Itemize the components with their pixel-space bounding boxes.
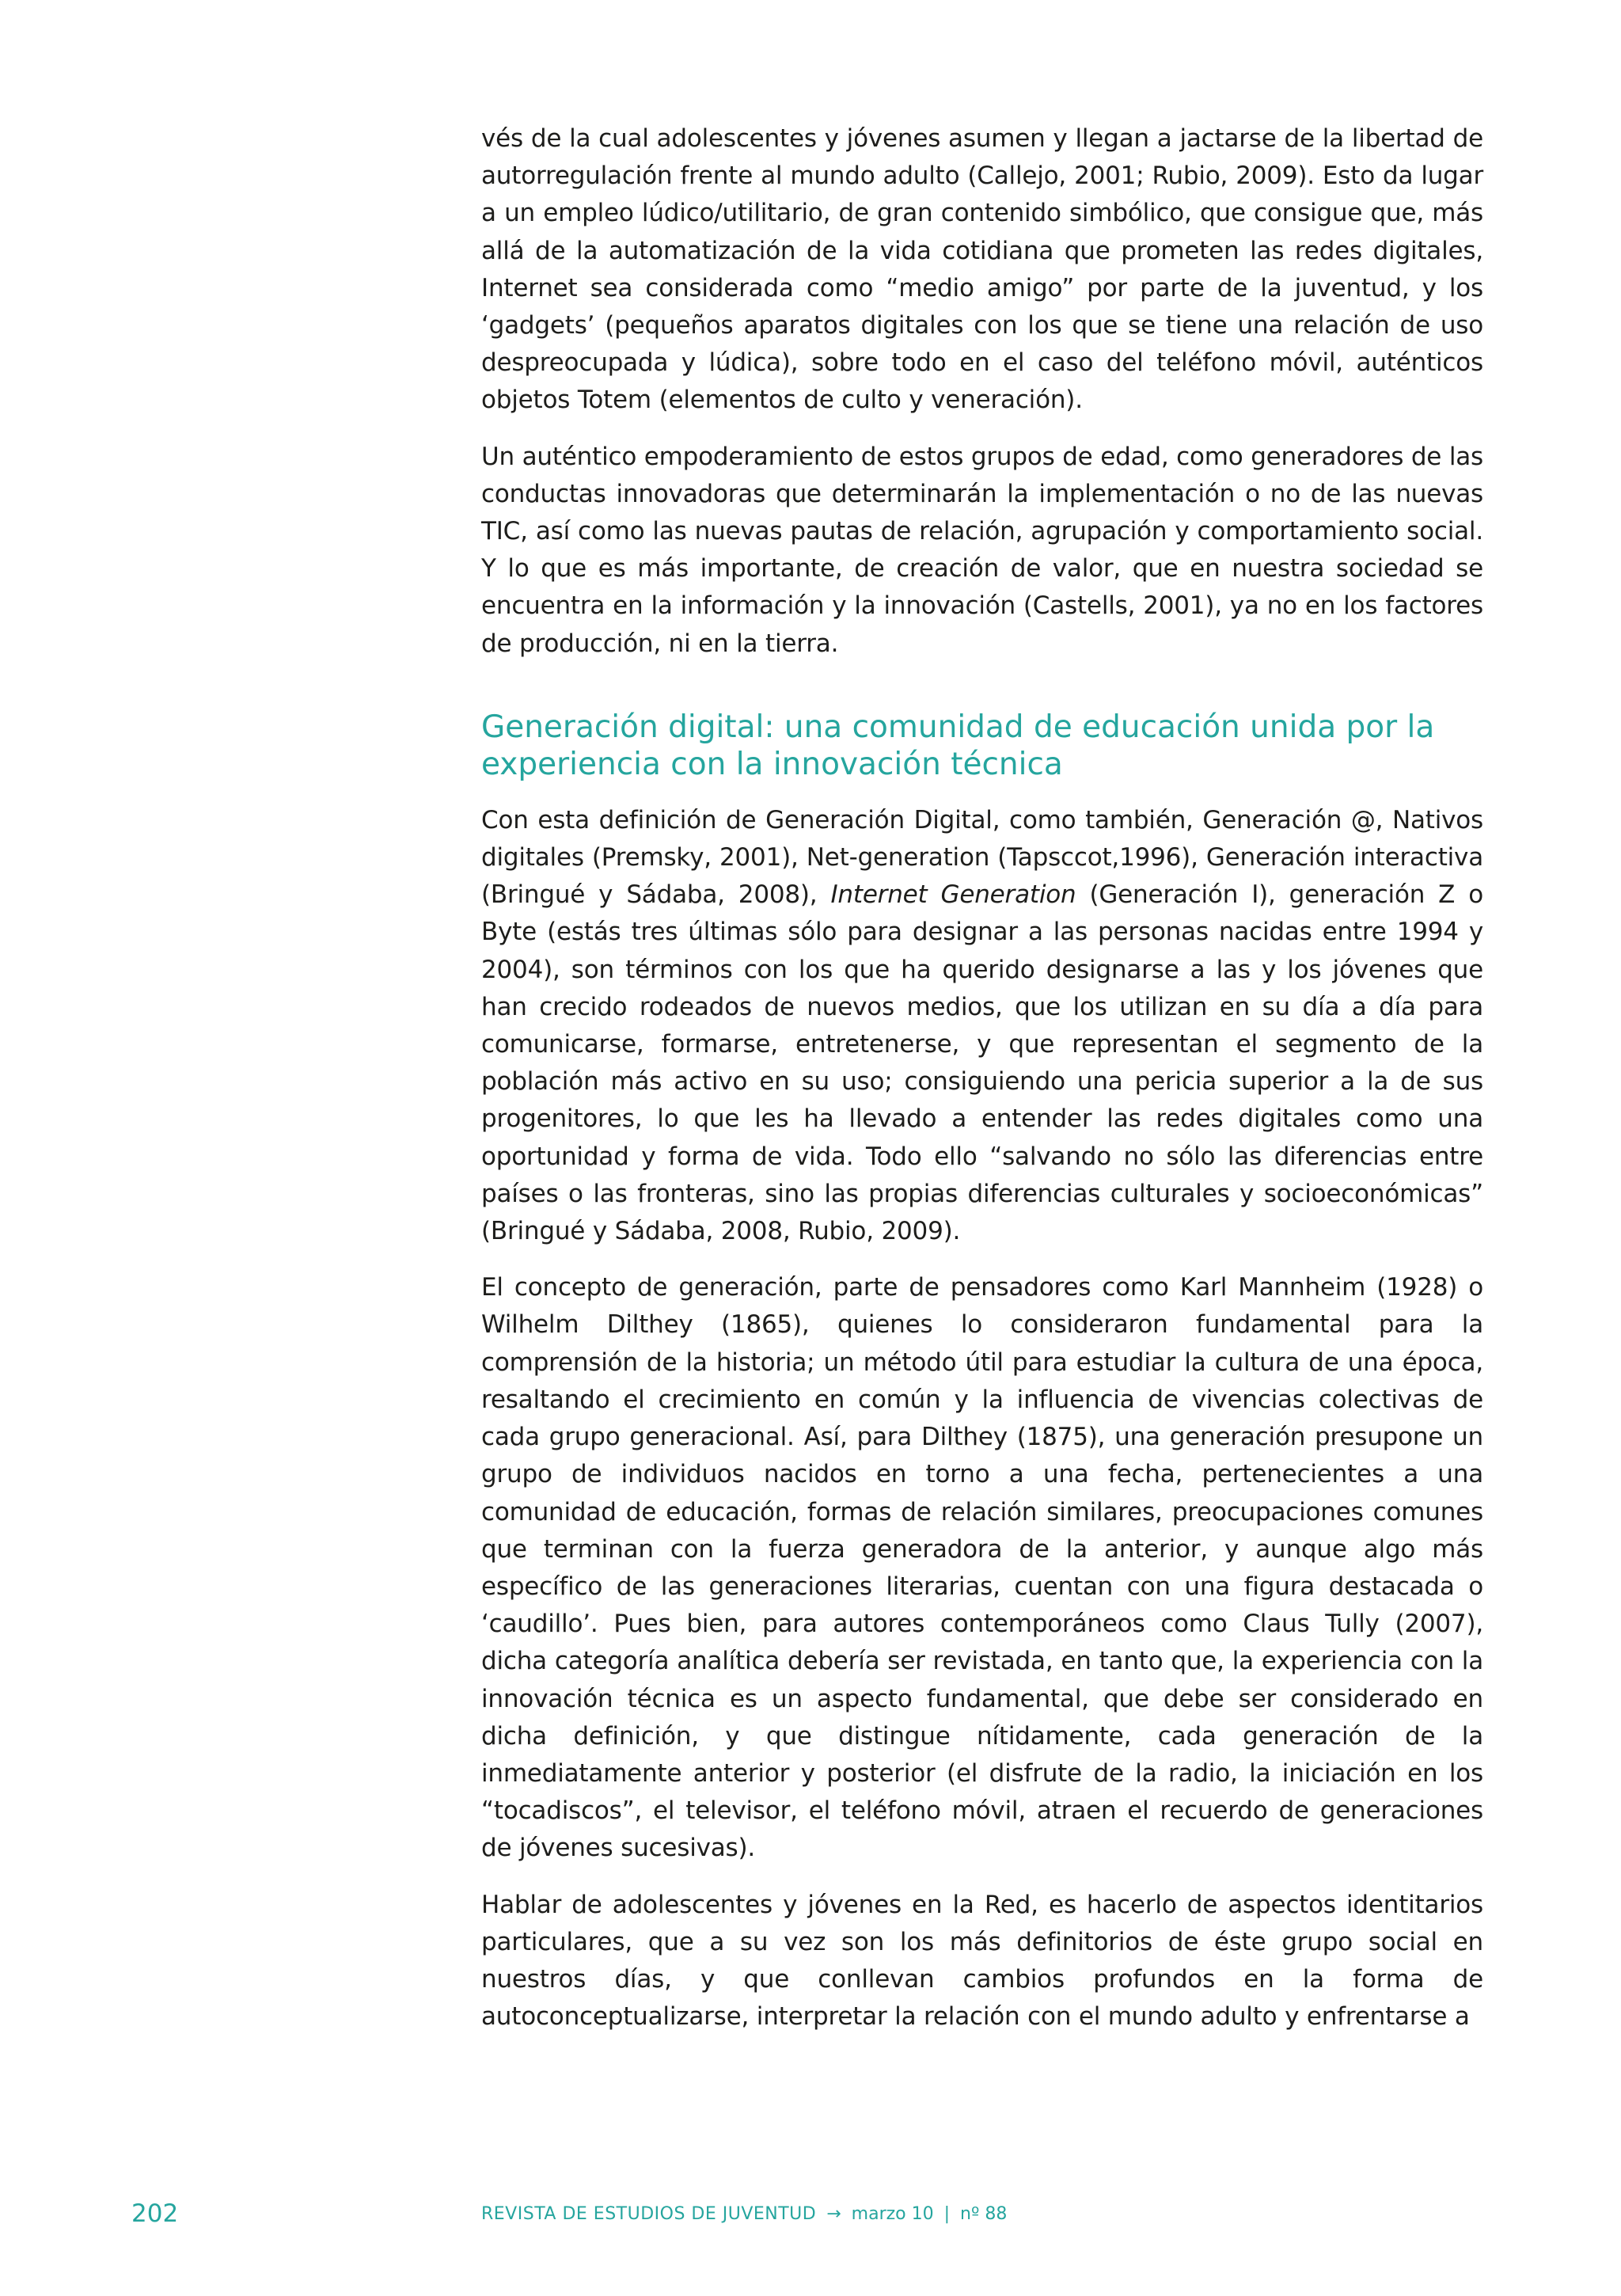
definition-text-start: Con esta definición de Generación Digital, como también, Generación @, Nativos digitales (Premsky, 2001), Net-generation (Tapsccot,1996), Generación interactiva (Bringué y Sádaba, 2008), xyxy=(481,805,1483,910)
footer-separator: | xyxy=(943,2204,951,2224)
issue-date: marzo 10 xyxy=(851,2204,934,2224)
page-footer xyxy=(0,2198,1621,2229)
body-paragraph-1: vés de la cual adolescentes y jóvenes asumen y llegan a jactarse de la libertad de autorregulación frente al mundo adulto (Callejo, 2001; Rubio, 2009). Esto da lugar a un empleo lúdico/utilitario, de gran contenido simbólico, que consigue que, más allá de la automatización de la vida cotidiana que prometen las redes digitales, Internet sea considerada como “medio amigo” por parte de la juventud, y los ‘gadgets’ (pequeños aparatos digitales con los que se tiene una relación de uso despreocupada y lúdica), sobre todo en el caso del teléfono móvil, auténticos objetos Totem (elementos de culto y veneración). xyxy=(481,124,1483,415)
body-paragraph-generation-concept: El concepto de generación, parte de pensadores como Karl Mannheim (1928) o Wilhelm Dilthey (1865), quienes lo consideraron fundamental para la comprensión de la historia; un método útil para estudiar la cultura de una época, resaltando el crecimiento en común y la influencia de vivencias colectivas de cada grupo generacional. Así, para Dilthey (1875), una generación presupone un grupo de individuos nacidos en torno a una fecha, pertenecientes a una comunidad de educación, formas de relación similares, preocupaciones comunes que terminan con la fuerza generadora de la anterior, y aunque algo más específico de las generaciones literarias, cuentan con una figura destacada o ‘caudillo’. Pues bien, para autores contemporáneos como Claus Tully (2007), dicha categoría analítica debería ser revistada, en tanto que, la experiencia con la innovación técnica es un aspecto fundamental, que debe ser considerado en dicha definición, y que distingue nítidamente, cada generación de la inmediatamente anterior y posterior (el disfrute de la radio, la iniciación en los “tocadiscos”, el televisor, el teléfono móvil, atraen el recuerdo de generaciones de jóvenes sucesivas). xyxy=(481,1273,1483,1863)
journal-name: REVISTA DE ESTUDIOS DE JUVENTUD xyxy=(481,2204,817,2224)
definition-paragraph xyxy=(481,802,1483,1250)
arrow-icon: → xyxy=(826,2204,841,2224)
section-heading: Generación digital: una comunidad de educación unida por la experiencia con la innovación técnica xyxy=(481,709,1435,782)
body-paragraph-identity: Hablar de adolescentes y jóvenes en la Red, es hacerlo de aspectos identitarios particulares, que a su vez son los más definitorios de éste grupo social en nuestros días, y que conllevan cambios profundos en la forma de autoconceptualizarse, interpretar la relación con el mundo adulto y enfrentarse a xyxy=(481,1890,1483,2032)
body-paragraph-2: Un auténtico empoderamiento de estos grupos de edad, como generadores de las conductas innovadoras que determinarán la implementación o no de las nuevas TIC, así como las nuevas pautas de relación, agrupación y comportamiento social. Y lo que es más importante, de creación de valor, que en nuestra sociedad se encuentra en la información y la innovación (Castells, 2001), ya no en los factores de producción, ni en la tierra. xyxy=(481,442,1483,658)
journal-reference xyxy=(481,2203,1007,2226)
article-body xyxy=(481,120,1483,2055)
definition-text-end: (Generación I), generación Z o Byte (estás tres últimas sólo para designar a las personas nacidas entre 1994 y 2004), son términos con los que ha querido designarse a las y los jóvenes que han crecido rodeados de nuevos medios, que los utilizan en su día a día para comunicarse, formarse, entretenerse, y que representan el segmento de la población más activo en su uso; consiguiendo una pericia superior a la de sus progenitores, lo que les ha llevado a entender las redes digitales como una oportunidad y forma de vida. Todo ello “salvando no sólo las diferencias entre países o las fronteras, sino las propias diferencias culturales y socioeconómicas” (Bringué y Sádaba, 2008, Rubio, 2009). xyxy=(481,880,1483,1246)
issue-number: nº 88 xyxy=(960,2204,1008,2224)
page-number: 202 xyxy=(131,2199,179,2228)
italic-term: Internet Generation xyxy=(830,880,1076,910)
